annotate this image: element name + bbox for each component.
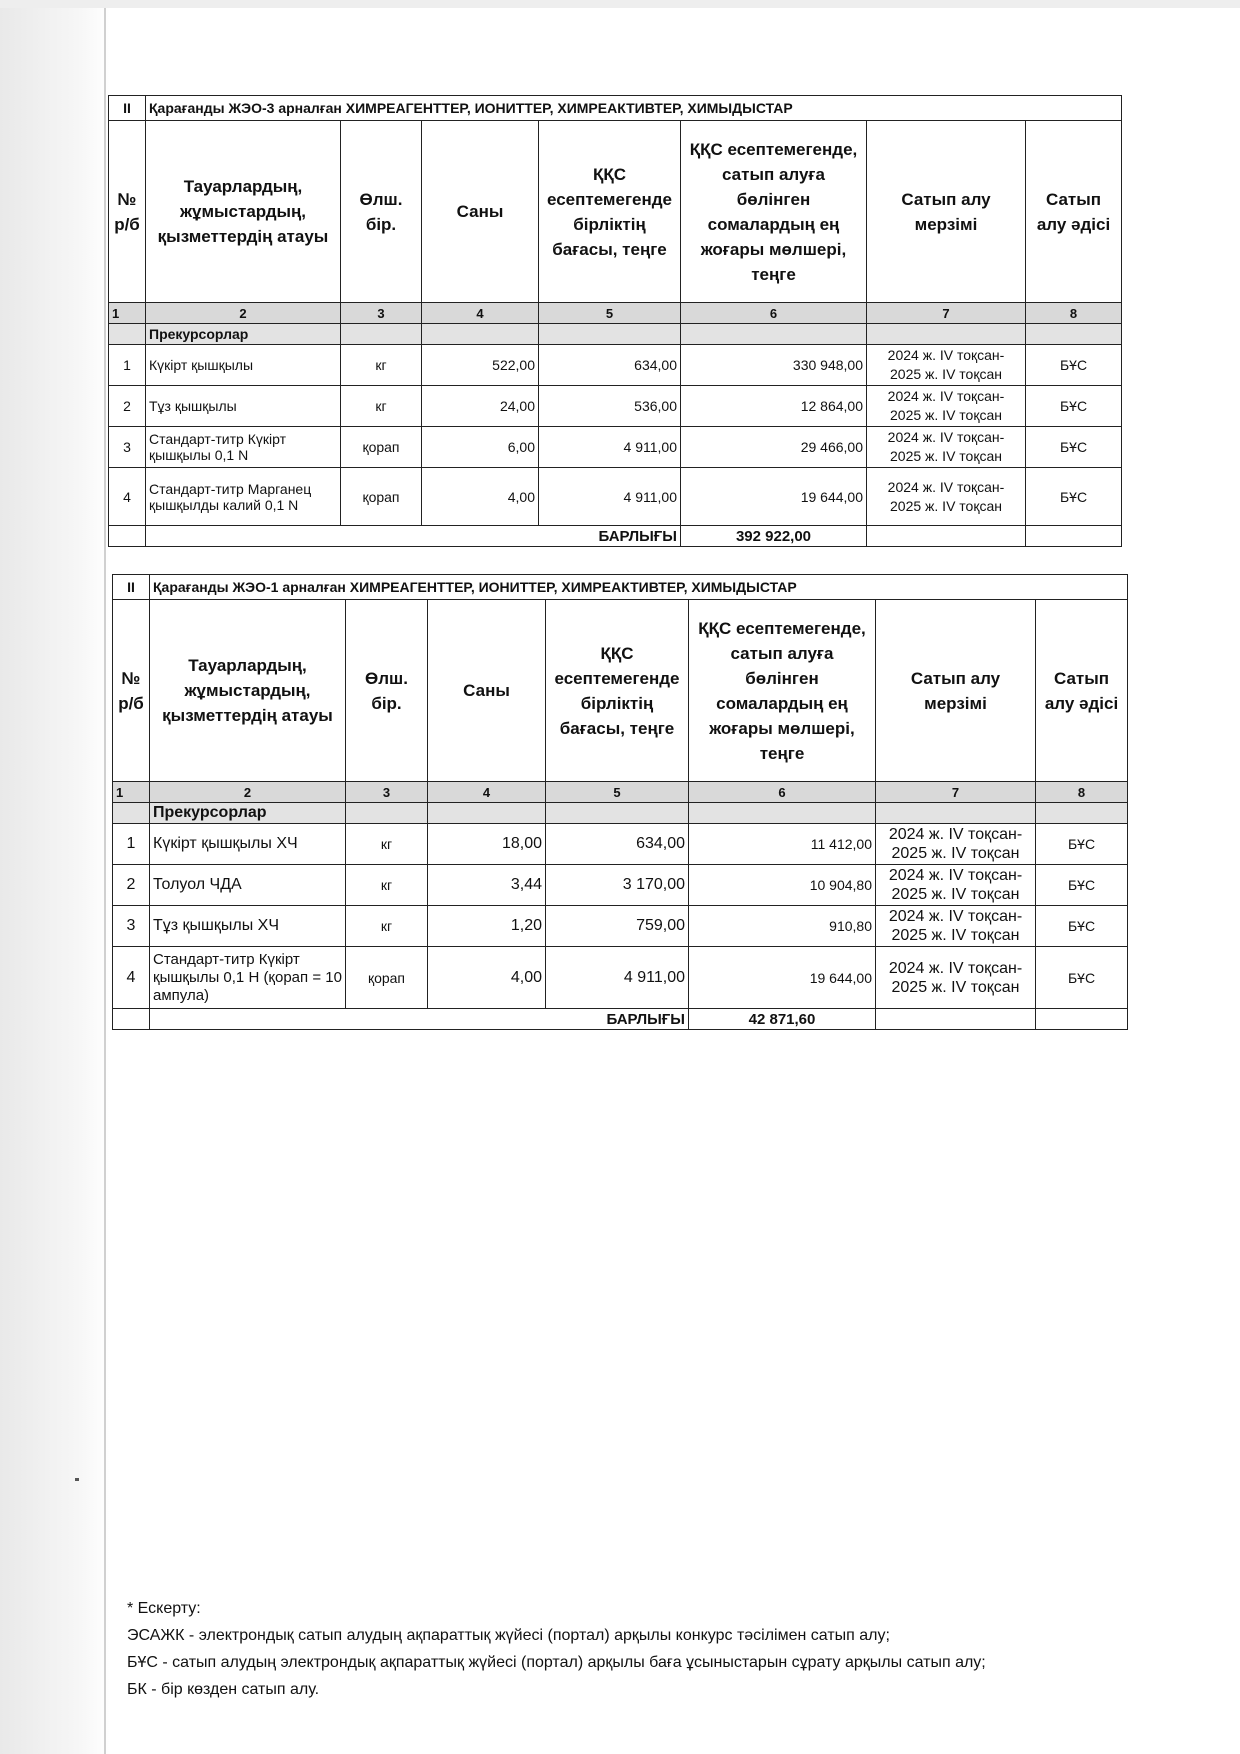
row-price: 4 911,00: [539, 468, 681, 526]
period-start: 2024 ж. IV тоқсан-: [888, 908, 1023, 925]
row-unit: қорап: [341, 427, 422, 468]
header-qty: Саны: [428, 600, 546, 782]
header-price: ҚҚС есептемегенде бірліктің бағасы, теңге: [546, 600, 689, 782]
category-label: Прекурсорлар: [150, 803, 346, 824]
period-start: 2024 ж. IV тоқсан-: [887, 478, 1005, 495]
col-num: 6: [689, 782, 876, 803]
col-num: 5: [539, 303, 681, 324]
row-method: БҰС: [1036, 947, 1128, 1009]
row-period: [876, 824, 1036, 865]
header-no: № р/б: [109, 121, 146, 303]
row-name: Стандарт-титр Күкірт қышқылы 0,1 Н (қорап = 10 ампула): [150, 947, 346, 1009]
row-unit: қорап: [346, 947, 428, 1009]
header-name: Тауарлардың, жұмыстардың, қызметтердің атауы: [146, 121, 341, 303]
row-period: [867, 345, 1026, 386]
row-period: [876, 947, 1036, 1009]
row-unit: кг: [346, 824, 428, 865]
scan-shadow-top: [0, 0, 1240, 8]
row-qty: 6,00: [422, 427, 539, 468]
header-row: [113, 600, 1128, 782]
row-no: 1: [109, 345, 146, 386]
period-end: 2025 ж. IV тоқсан: [891, 886, 1020, 903]
total-value: 392 922,00: [681, 526, 867, 547]
category-spacer: [109, 324, 146, 345]
category-spacer: [539, 324, 681, 345]
category-spacer: [689, 803, 876, 824]
col-num: 1: [109, 303, 146, 324]
row-unit: қорап: [341, 468, 422, 526]
footnote-title: * Ескерту:: [127, 1600, 201, 1617]
category-label: Прекурсорлар: [146, 324, 341, 345]
total-spacer: [1026, 526, 1122, 547]
row-amount: 19 644,00: [681, 468, 867, 526]
period-end: 2025 ж. IV тоқсан: [890, 366, 1002, 382]
col-num: 2: [150, 782, 346, 803]
table-row: [113, 947, 1128, 1009]
footnote-line: ЭСАЖК - электрондық сатып алудың ақпараттық жүйесі (портал) арқылы конкурс тәсілімен сатып алу;: [127, 1627, 890, 1644]
row-name: Тұз қышқылы ХЧ: [150, 906, 346, 947]
total-spacer: [109, 526, 146, 547]
total-spacer: [867, 526, 1026, 547]
table-row: [109, 427, 1122, 468]
period-end: 2025 ж. IV тоқсан: [891, 927, 1020, 944]
row-name: Толуол ЧДА: [150, 865, 346, 906]
period-start: 2024 ж. IV тоқсан-: [887, 429, 1005, 445]
row-unit: кг: [346, 865, 428, 906]
row-price: 759,00: [546, 906, 689, 947]
total-label: БАРЛЫҒЫ: [146, 526, 681, 547]
total-value: 42 871,60: [689, 1009, 876, 1030]
row-amount: 330 948,00: [681, 345, 867, 386]
row-unit: кг: [341, 345, 422, 386]
period-start: 2024 ж. IV тоқсан-: [888, 959, 1023, 977]
procurement-table-tpp1: [112, 574, 1128, 1030]
row-name: Күкірт қышқылы: [146, 345, 341, 386]
header-period: Сатып алу мерзімі: [867, 121, 1026, 303]
row-qty: 1,20: [428, 906, 546, 947]
section-row: [109, 96, 1122, 121]
section-roman: II: [109, 96, 146, 121]
period-end: 2025 ж. IV тоқсан: [890, 448, 1002, 464]
row-method: БҰС: [1026, 386, 1122, 427]
total-spacer: [113, 1009, 150, 1030]
header-method: Сатып алу әдісі: [1036, 600, 1128, 782]
row-period: [867, 386, 1026, 427]
row-qty: 3,44: [428, 865, 546, 906]
header-qty: Саны: [422, 121, 539, 303]
row-no: 2: [109, 386, 146, 427]
footnote-line: БҰС - сатып алудың электрондық ақпараттық жүйесі (портал) арқылы баға ұсыныстарын сұрату арқылы сатып алу;: [127, 1654, 986, 1671]
header-method: Сатып алу әдісі: [1026, 121, 1122, 303]
footnote-line: БК - бір көзден сатып алу.: [127, 1681, 320, 1698]
row-period: [867, 427, 1026, 468]
col-num: 2: [146, 303, 341, 324]
period-start: 2024 ж. IV тоқсан-: [887, 388, 1005, 404]
row-no: 3: [113, 906, 150, 947]
row-method: БҰС: [1026, 468, 1122, 526]
table-row: [113, 824, 1128, 865]
category-spacer: [113, 803, 150, 824]
column-number-row: [113, 782, 1128, 803]
row-no: 3: [109, 427, 146, 468]
col-num: 8: [1036, 782, 1128, 803]
section-roman: II: [113, 575, 150, 600]
category-spacer: [1036, 803, 1128, 824]
col-num: 3: [346, 782, 428, 803]
category-spacer: [1026, 324, 1122, 345]
header-unit: Өлш. бір.: [341, 121, 422, 303]
period-start: 2024 ж. IV тоқсан-: [888, 826, 1023, 843]
col-num: 4: [428, 782, 546, 803]
category-row: [113, 803, 1128, 824]
col-num: 1: [113, 782, 150, 803]
row-price: 634,00: [539, 345, 681, 386]
row-unit: кг: [341, 386, 422, 427]
total-spacer: [876, 1009, 1036, 1030]
category-spacer: [346, 803, 428, 824]
row-no: 4: [113, 947, 150, 1009]
row-name: Күкірт қышқылы ХЧ: [150, 824, 346, 865]
row-qty: 4,00: [422, 468, 539, 526]
section-title: Қарағанды ЖЭО-3 арналған ХИМРЕАГЕНТТЕР, ИОНИТТЕР, ХИМРЕАКТИВТЕР, ХИМЫДЫСТАР: [146, 96, 1122, 121]
header-row: [109, 121, 1122, 303]
row-method: БҰС: [1036, 865, 1128, 906]
col-num: 5: [546, 782, 689, 803]
col-num: 7: [876, 782, 1036, 803]
row-price: 4 911,00: [539, 427, 681, 468]
category-spacer: [422, 324, 539, 345]
footnote: [127, 1595, 986, 1703]
row-amount: 10 904,80: [689, 865, 876, 906]
section-row: [113, 575, 1128, 600]
procurement-table-tpp3: [108, 95, 1122, 547]
header-name: Тауарлардың, жұмыстардың, қызметтердің атауы: [150, 600, 346, 782]
header-amount: ҚҚС есептемегенде, сатып алуға бөлінген сомалардың ең жоғары мөлшері, теңге: [689, 600, 876, 782]
col-num: 8: [1026, 303, 1122, 324]
row-amount: 910,80: [689, 906, 876, 947]
row-price: 3 170,00: [546, 865, 689, 906]
row-unit: кг: [346, 906, 428, 947]
header-amount: ҚҚС есептемегенде, сатып алуға бөлінген сомалардың ең жоғары мөлшері, теңге: [681, 121, 867, 303]
category-spacer: [341, 324, 422, 345]
period-end: 2025 ж. IV тоқсан: [890, 497, 1002, 514]
col-num: 6: [681, 303, 867, 324]
row-method: БҰС: [1036, 824, 1128, 865]
scan-fold-line: [104, 0, 106, 1754]
row-price: 4 911,00: [546, 947, 689, 1009]
row-amount: 11 412,00: [689, 824, 876, 865]
category-row: [109, 324, 1122, 345]
row-amount: 19 644,00: [689, 947, 876, 1009]
total-spacer: [1036, 1009, 1128, 1030]
section-title: Қарағанды ЖЭО-1 арналған ХИМРЕАГЕНТТЕР, ИОНИТТЕР, ХИМРЕАКТИВТЕР, ХИМЫДЫСТАР: [150, 575, 1128, 600]
row-qty: 522,00: [422, 345, 539, 386]
row-method: БҰС: [1026, 345, 1122, 386]
period-start: 2024 ж. IV тоқсан-: [888, 867, 1023, 884]
category-spacer: [546, 803, 689, 824]
row-period: [867, 468, 1026, 526]
scan-shadow-left: [0, 0, 110, 1754]
row-no: 2: [113, 865, 150, 906]
row-method: БҰС: [1036, 906, 1128, 947]
column-number-row: [109, 303, 1122, 324]
row-name: Стандарт-титр Күкірт қышқылы 0,1 N: [146, 427, 341, 468]
row-amount: 12 864,00: [681, 386, 867, 427]
table-row: [109, 386, 1122, 427]
row-no: 1: [113, 824, 150, 865]
row-period: [876, 906, 1036, 947]
row-name: Тұз қышқылы: [146, 386, 341, 427]
total-row: [113, 1009, 1128, 1030]
category-spacer: [867, 324, 1026, 345]
category-spacer: [681, 324, 867, 345]
table-row: [113, 906, 1128, 947]
col-num: 7: [867, 303, 1026, 324]
period-start: 2024 ж. IV тоқсан-: [887, 347, 1005, 363]
header-price: ҚҚС есептемегенде бірліктің бағасы, теңге: [539, 121, 681, 303]
table-row: [109, 345, 1122, 386]
period-end: 2025 ж. IV тоқсан: [891, 845, 1020, 862]
table-row: [113, 865, 1128, 906]
row-name: Стандарт-титр Марганец қышқылды калий 0,1 N: [146, 468, 341, 526]
row-qty: 18,00: [428, 824, 546, 865]
row-no: 4: [109, 468, 146, 526]
header-no: № р/б: [113, 600, 150, 782]
row-qty: 4,00: [428, 947, 546, 1009]
category-spacer: [428, 803, 546, 824]
scan-speck: [75, 1478, 79, 1481]
table-row: [109, 468, 1122, 526]
row-method: БҰС: [1026, 427, 1122, 468]
col-num: 3: [341, 303, 422, 324]
row-price: 536,00: [539, 386, 681, 427]
period-end: 2025 ж. IV тоқсан: [891, 978, 1020, 996]
period-end: 2025 ж. IV тоқсан: [890, 407, 1002, 423]
total-label: БАРЛЫҒЫ: [150, 1009, 689, 1030]
row-qty: 24,00: [422, 386, 539, 427]
row-period: [876, 865, 1036, 906]
row-price: 634,00: [546, 824, 689, 865]
category-spacer: [876, 803, 1036, 824]
header-period: Сатып алу мерзімі: [876, 600, 1036, 782]
col-num: 4: [422, 303, 539, 324]
row-amount: 29 466,00: [681, 427, 867, 468]
total-row: [109, 526, 1122, 547]
header-unit: Өлш. бір.: [346, 600, 428, 782]
